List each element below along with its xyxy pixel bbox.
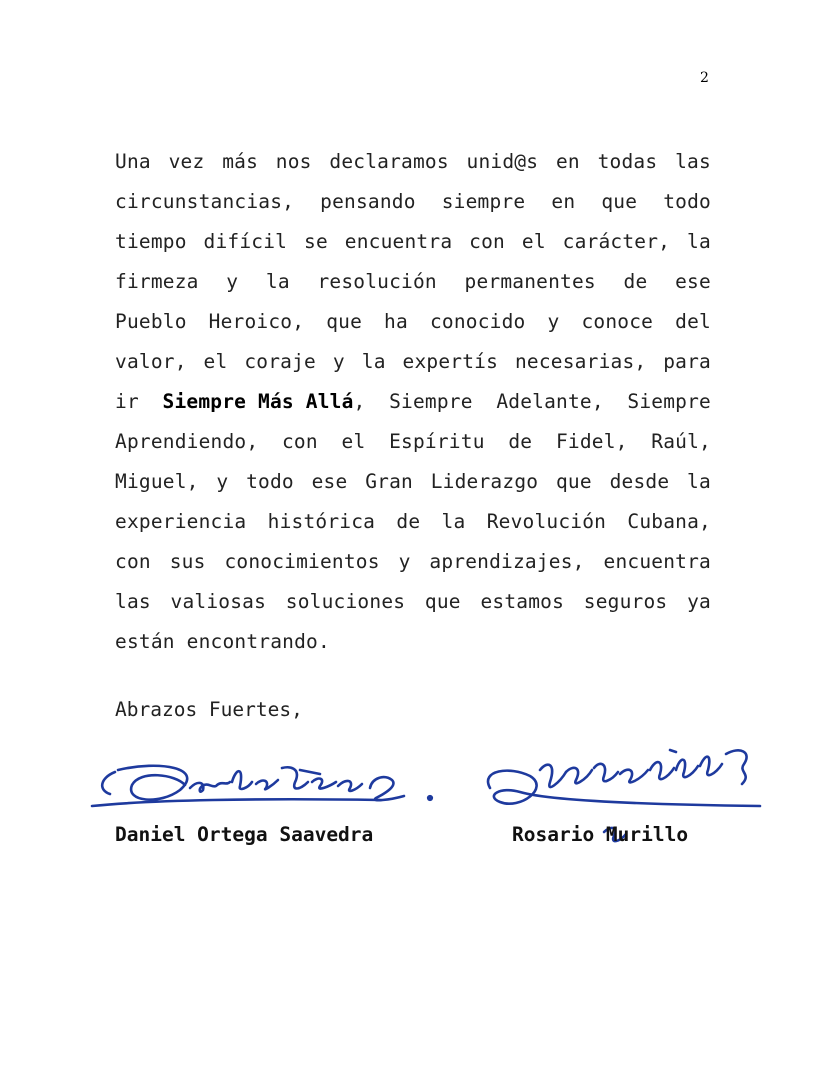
word: encuentra xyxy=(603,550,711,573)
signatures-area xyxy=(0,730,825,870)
letter-paragraph xyxy=(115,142,711,662)
word: difícil xyxy=(203,230,288,253)
word: permanentes xyxy=(464,270,596,293)
word: resolución xyxy=(317,270,437,293)
word: Pueblo xyxy=(115,310,187,333)
paragraph-line xyxy=(115,302,711,342)
word: circunstancias, xyxy=(115,190,295,213)
handwritten-signatures xyxy=(0,730,825,870)
word: en xyxy=(555,150,580,173)
paragraph-line xyxy=(115,142,711,182)
word: encuentra xyxy=(344,230,453,253)
word: ese xyxy=(311,470,348,493)
word: Raúl, xyxy=(651,430,711,453)
word: Fidel, xyxy=(555,430,628,453)
word: y xyxy=(398,550,411,573)
word: todas xyxy=(597,150,658,173)
paragraph-line xyxy=(115,182,711,222)
word: ir xyxy=(115,390,139,413)
word: con xyxy=(281,430,318,453)
word: la xyxy=(441,510,466,533)
signatory-name-left: Daniel Ortega Saavedra xyxy=(115,823,374,846)
word: Heroico, xyxy=(208,310,305,333)
word: y xyxy=(547,310,560,333)
word: valiosas xyxy=(170,590,267,613)
word: el xyxy=(203,350,228,373)
word: ha xyxy=(384,310,408,333)
word: la xyxy=(687,230,711,253)
word: conocimientos xyxy=(224,550,380,573)
word: expertís xyxy=(402,350,499,373)
word: nos xyxy=(275,150,312,173)
word: ese xyxy=(675,270,711,293)
word: y xyxy=(226,270,239,293)
word: siempre xyxy=(441,190,526,213)
page-number: 2 xyxy=(700,70,709,86)
word: y xyxy=(216,470,229,493)
word: Revolución xyxy=(486,510,607,533)
word: que xyxy=(555,470,592,493)
word: más xyxy=(222,150,259,173)
word: ya xyxy=(687,590,711,613)
word: la xyxy=(361,350,386,373)
word: estamos xyxy=(480,590,565,613)
word: con xyxy=(115,550,151,573)
word: la xyxy=(265,270,290,293)
word: firmeza xyxy=(115,270,199,293)
word: tiempo xyxy=(115,230,187,253)
emphasis-text: Siempre Más Allá xyxy=(162,390,354,413)
word: conocido xyxy=(429,310,526,333)
word: Adelante, xyxy=(496,390,604,413)
word: seguros xyxy=(583,590,668,613)
word: que xyxy=(326,310,363,333)
word: aprendizajes, xyxy=(429,550,585,573)
word: necesarias, xyxy=(514,350,647,373)
word: la xyxy=(687,470,711,493)
word: conoce xyxy=(581,310,654,333)
paragraph-line xyxy=(115,582,711,622)
closing-salutation: Abrazos Fuertes, xyxy=(115,698,303,721)
word: Siempre xyxy=(389,390,473,413)
word: sus xyxy=(169,550,206,573)
paragraph-line xyxy=(115,542,711,582)
paragraph-line xyxy=(115,262,711,302)
word: todo xyxy=(663,190,711,213)
word: Liderazgo xyxy=(430,470,539,493)
word: Espíritu xyxy=(389,430,485,453)
word: con xyxy=(469,230,505,253)
word: declaramos xyxy=(329,150,449,173)
word: experiencia xyxy=(115,510,247,533)
paragraph-line xyxy=(115,342,711,382)
paragraph-line xyxy=(115,462,711,502)
word: unid@s xyxy=(466,150,539,173)
word: soluciones xyxy=(285,590,406,613)
word: desde xyxy=(609,470,670,493)
word: de xyxy=(623,270,648,293)
word: de xyxy=(396,510,421,533)
word: para xyxy=(663,350,711,373)
word: y xyxy=(332,350,345,373)
signatory-name-right: Rosario Murillo xyxy=(512,823,689,846)
paragraph-line xyxy=(115,382,711,422)
word: todo xyxy=(246,470,294,493)
word: Siempre xyxy=(627,390,711,413)
paragraph-line xyxy=(115,422,711,462)
word: Aprendiendo, xyxy=(115,430,259,453)
word: Miguel, xyxy=(115,470,199,493)
word: valor, xyxy=(115,350,187,373)
word: carácter, xyxy=(562,230,671,253)
word: se xyxy=(304,230,328,253)
word: histórica xyxy=(267,510,376,533)
word: coraje xyxy=(244,350,316,373)
paragraph-line xyxy=(115,622,711,662)
word: que xyxy=(424,590,461,613)
signature-daniel-ortega xyxy=(92,766,432,806)
word: Una xyxy=(115,150,151,173)
word: Cubana, xyxy=(627,510,711,533)
word: del xyxy=(675,310,711,333)
word: en xyxy=(551,190,576,213)
word: las xyxy=(675,150,711,173)
paragraph-line xyxy=(115,222,711,262)
word: están encontrando. xyxy=(115,630,330,653)
word: las xyxy=(115,590,151,613)
word: el xyxy=(341,430,366,453)
word: vez xyxy=(168,150,205,173)
paragraph-line xyxy=(115,502,711,542)
word: Gran xyxy=(365,470,413,493)
word: pensando xyxy=(320,190,416,213)
emphasized-word: Siempre Más Allá, xyxy=(162,390,366,413)
word: el xyxy=(521,230,546,253)
word: de xyxy=(508,430,533,453)
word: que xyxy=(601,190,638,213)
